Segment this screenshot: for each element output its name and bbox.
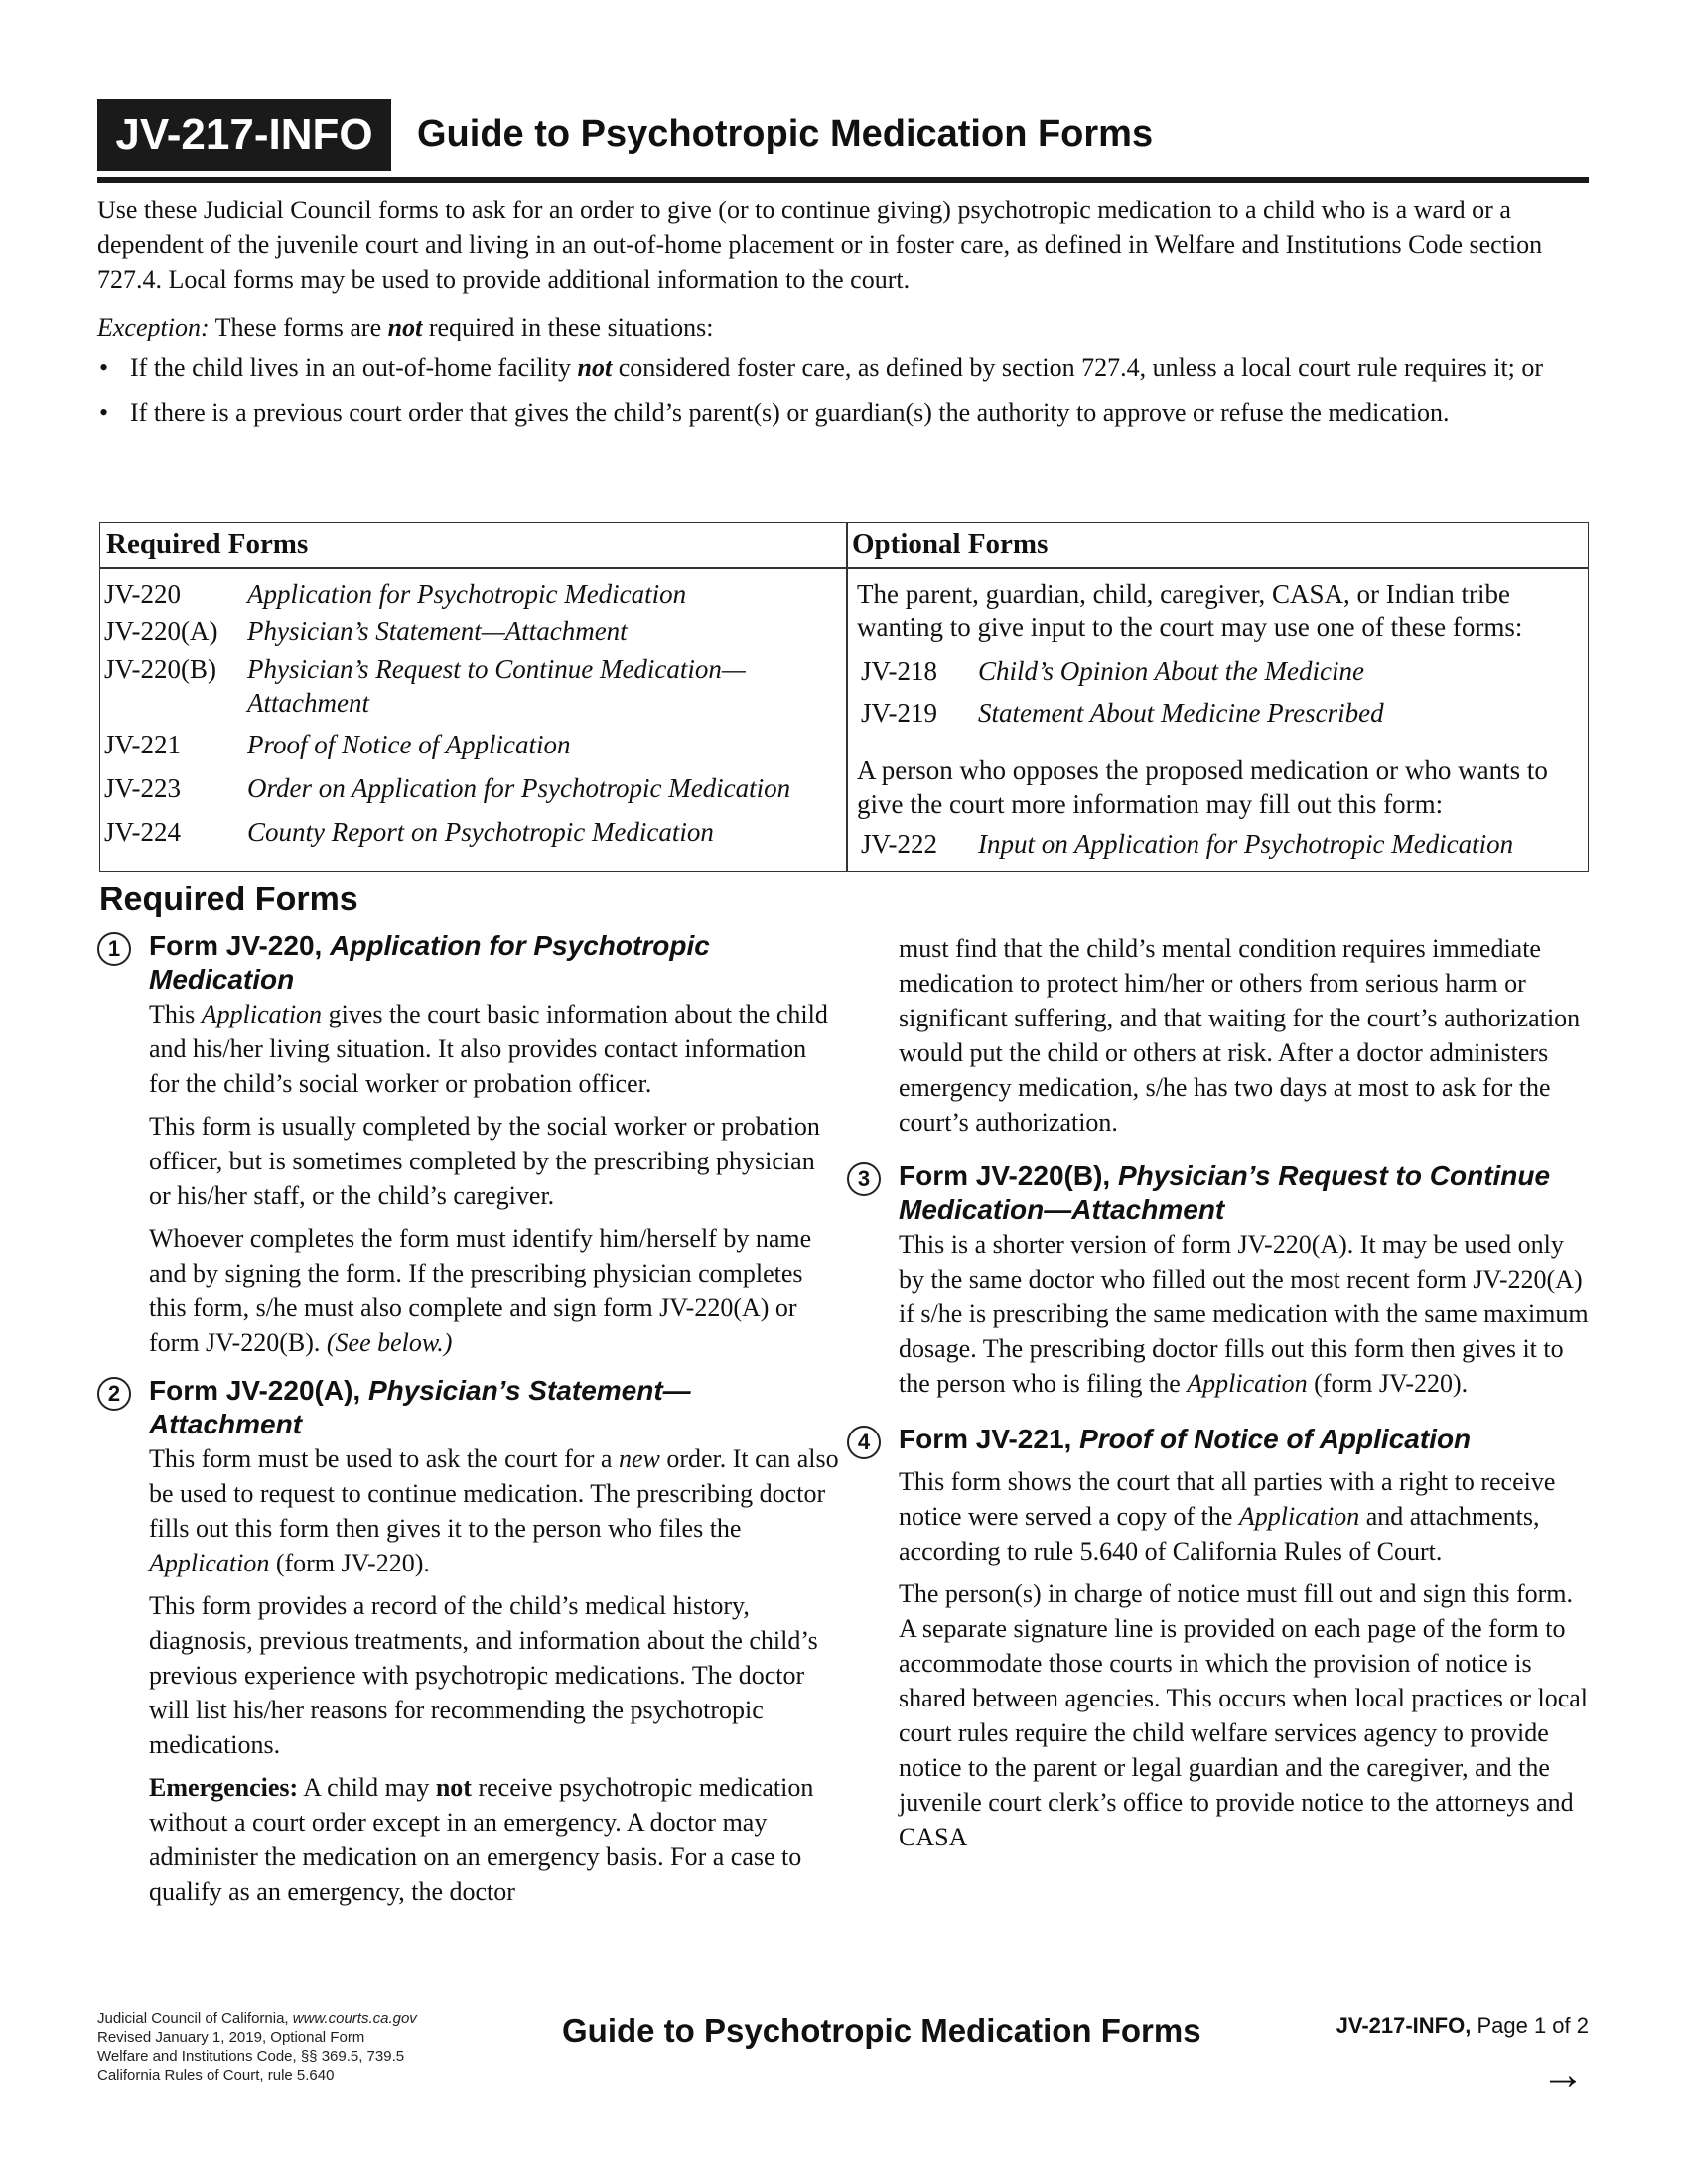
text: A child may — [298, 1773, 436, 1802]
item-heading-title: Proof of Notice of Application — [1079, 1424, 1472, 1454]
footer-citation — [97, 2009, 514, 2085]
item-body — [847, 1464, 1590, 1854]
item-heading — [97, 929, 842, 997]
text: This form shows the court that all parties with a right to receive notice were served a copy of the — [899, 1467, 1556, 1531]
list-item — [97, 395, 1587, 430]
footer-line: Welfare and Institutions Code, §§ 369.5, 739.5 — [97, 2048, 405, 2065]
bullet-icon: • — [99, 398, 109, 427]
exception-list — [97, 350, 1587, 430]
form-code: JV-218 — [861, 656, 938, 686]
bullet-icon: • — [99, 353, 109, 382]
item-paragraph: must find that the child’s mental condition requires immediate medication to protect him/her or others from serious harm or significant suffering, and that waiting for the court’s authorization would put the child or others at risk. After a doctor administers emergency medication, s/he has two days at most to ask for the court’s authorization. — [899, 934, 1581, 1137]
text-bold: not — [435, 1773, 472, 1802]
item-paragraph — [149, 997, 842, 1101]
item-heading-title: Physician’s Statement—Attachment — [149, 1375, 691, 1439]
item-paragraph — [899, 1227, 1590, 1401]
form-code: JV-220(A) — [104, 616, 218, 646]
section-heading: Required Forms — [99, 881, 358, 918]
text-bold: Emergencies: — [149, 1773, 299, 1802]
item-heading-text: Form JV-220(B), — [899, 1160, 1118, 1191]
text: gives the court basic information about the child and his/her living situation. It also provides contact information for the child’s social worker or probation officer. — [149, 1000, 828, 1098]
form-name: Child’s Opinion About the Medicine — [978, 656, 1364, 686]
item-heading — [97, 1374, 842, 1441]
bullet-emphasis: not — [577, 353, 613, 382]
header-rule — [97, 177, 1589, 183]
footer-line: California Rules of Court, rule 5.640 — [97, 2067, 335, 2084]
exception-emphasis: not — [387, 313, 423, 341]
left-column — [97, 929, 842, 1917]
footer-page-info — [1336, 2011, 1589, 2041]
item-paragraph — [149, 1770, 842, 1909]
page-footer — [97, 2009, 1589, 2118]
form-name: Input on Application for Psychotropic Medication — [978, 829, 1514, 859]
list-item — [97, 350, 1587, 385]
text: Whoever completes the form must identify him/herself by name and by signing the form. If the prescribing physician completes this form, s/he must also complete and sign form JV-220(A) or form JV-220(B). — [149, 1224, 812, 1357]
form-name: Physician’s Request to Continue Medication—Attachment — [247, 654, 746, 718]
text-italic: (See below.) — [320, 1328, 453, 1357]
bullet-text: If the child lives in an out-of-home facility — [130, 353, 578, 382]
text: and attachments, according to rule 5.640 of California Rules of Court. — [899, 1502, 1540, 1566]
text-italic: Application — [1238, 1502, 1360, 1531]
page-number: Page 1 of 2 — [1471, 2013, 1589, 2038]
website-link[interactable]: www.courts.ca.gov — [292, 2010, 417, 2027]
item-heading — [847, 1160, 1590, 1227]
footer-line: Revised January 1, 2019, Optional Form — [97, 2029, 365, 2046]
intro-paragraph: Use these Judicial Council forms to ask for an order to give (or to continue giving) psychotropic medication to a child who is a ward or a dependent of the juvenile court and living in an out-of-home placement or in foster care, as defined in Welfare and Institutions Code section 727.4. Local forms may be used to provide additional information to the court. — [97, 196, 1543, 294]
footer-form-id: JV-217-INFO, — [1336, 2013, 1472, 2038]
text-italic: Application — [149, 1549, 270, 1577]
form-code: JV-224 — [104, 817, 182, 847]
exception-label: Exception: — [97, 313, 210, 341]
intro — [97, 193, 1587, 440]
text-italic: Application — [1187, 1369, 1308, 1398]
page-header — [97, 97, 1589, 182]
footer-title: Guide to Psychotropic Medication Forms — [562, 2012, 1201, 2049]
item-heading-text: Form JV-221, — [899, 1424, 1080, 1454]
item-paragraph: This form provides a record of the child’s medical history, diagnosis, previous treatments, and information about the child’s previous experience with psychotropic medications. The doctor will list his/her reasons for recommending the psychotropic medications. — [149, 1591, 818, 1759]
text-italic: new — [618, 1444, 660, 1473]
text-italic: Application — [201, 1000, 323, 1028]
item-body — [97, 1441, 842, 1909]
text: receive psychotropic medication without a court order except in an emergency. A doctor may administer the medication on an emergency basis. For a case to qualify as an emergency, the doctor — [149, 1773, 814, 1906]
item-paragraph — [149, 1441, 842, 1580]
item-paragraph: This form is usually completed by the social worker or probation officer, but is sometimes completed by the prescribing physician or his/her staff, or the child’s caregiver. — [149, 1112, 820, 1210]
bullet-text: If there is a previous court order that gives the child’s parent(s) or guardian(s) the authority to approve or refuse the medication. — [130, 398, 1450, 427]
number-2-icon: 2 — [97, 1377, 131, 1411]
optional-forms-header: Optional Forms — [852, 528, 1049, 560]
footer-line — [97, 2009, 514, 2028]
text: (form JV-220). — [1307, 1369, 1469, 1398]
bullet-text: considered foster care, as defined by section 727.4, unless a local court rule requires it; or — [612, 353, 1544, 382]
forms-table — [99, 522, 1589, 872]
item-body-continued — [847, 931, 1590, 1140]
text: order. It can also be used to request to continue medication. The prescribing doctor fills out this form then gives it to the person who files the — [149, 1444, 839, 1543]
item-body — [97, 997, 842, 1360]
item-paragraph: The person(s) in charge of notice must fill out and sign this form. A separate signature line is provided on each page of the form to accommodate those courts in which the provision of notice is shared between agencies. This occurs when local practices or local court rules require the child welfare services agency to provide notice to the parent or legal guardian and the caregiver, and the juvenile court clerk’s office to provide notice to the attorneys and CASA — [899, 1579, 1589, 1851]
item-heading-text: Form JV-220, — [149, 930, 331, 961]
page-title: Guide to Psychotropic Medication Forms — [417, 113, 1154, 155]
next-page-arrow-icon[interactable]: → — [1541, 2050, 1585, 2099]
item-body — [847, 1227, 1590, 1401]
form-code: JV-220(B) — [104, 654, 217, 684]
form-id-badge: JV-217-INFO — [97, 99, 391, 171]
form-code: JV-220 — [104, 579, 182, 609]
form-name: Proof of Notice of Application — [247, 730, 571, 759]
required-forms-header: Required Forms — [106, 528, 309, 560]
item-heading-title: Application for Psychotropic Medication — [149, 930, 710, 995]
form-code: JV-223 — [104, 773, 182, 803]
form-name: Order on Application for Psychotropic Medication — [247, 773, 791, 803]
item-heading-text: Form JV-220(A), — [149, 1375, 368, 1406]
item-heading — [847, 1423, 1590, 1456]
form-name: County Report on Psychotropic Medication — [247, 817, 714, 847]
form-code: JV-221 — [104, 730, 182, 759]
form-code: JV-222 — [861, 829, 938, 859]
form-name: Application for Psychotropic Medication — [247, 579, 687, 609]
form-code: JV-219 — [861, 698, 938, 728]
exception-text: These forms are — [209, 313, 388, 341]
optional-intro-2: A person who opposes the proposed medication or who wants to give the court more information may fill out this form: — [857, 755, 1548, 819]
number-1-icon: 1 — [97, 932, 131, 966]
table-divider — [100, 567, 1588, 569]
number-4-icon: 4 — [847, 1426, 881, 1459]
text: Judicial Council of California, — [97, 2010, 293, 2027]
text: This — [149, 1000, 202, 1028]
text: (form JV-220). — [269, 1549, 430, 1577]
form-name: Physician’s Statement—Attachment — [247, 616, 628, 646]
form-name: Statement About Medicine Prescribed — [978, 698, 1384, 728]
optional-intro: The parent, guardian, child, caregiver, CASA, or Indian tribe wanting to give input to the court may use one of these forms: — [857, 579, 1523, 642]
text: This form must be used to ask the court for a — [149, 1444, 619, 1473]
right-column — [847, 931, 1590, 1862]
item-heading-title: Physician’s Request to Continue Medication—Attachment — [899, 1160, 1551, 1225]
exception-text-end: required in these situations: — [422, 313, 714, 341]
text: This is a shorter version of form JV-220(A). It may be used only by the same doctor who filled out the most recent form JV-220(A) if s/he is prescribing the same medication with the same maximum dosage. The prescribing doctor fills out this form then gives it to the person who is filing the — [899, 1230, 1589, 1398]
number-3-icon: 3 — [847, 1162, 881, 1196]
item-paragraph — [899, 1464, 1590, 1569]
item-paragraph — [149, 1221, 842, 1360]
exception-line — [97, 310, 1587, 344]
